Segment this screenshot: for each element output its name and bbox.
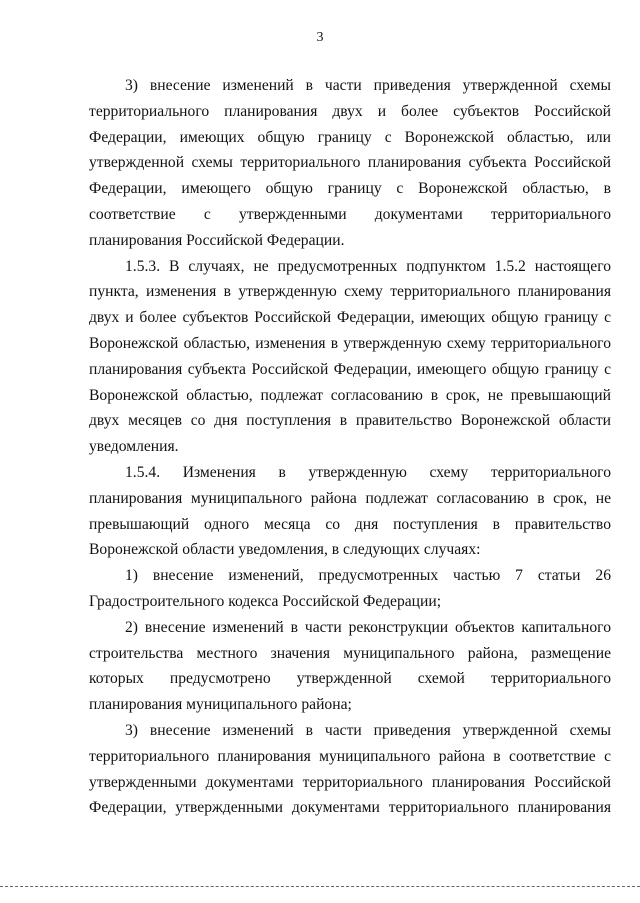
paragraph-1-5-4: 1.5.4. Изменения в утвержденную схему территориального планирования муниципального района подлежат согласованию в срок, не превышающий одного месяца со дня поступления в правительство Воронежской области уведомления, в следующих случаях: xyxy=(89,463,611,559)
paragraph-subitem-1: 1) внесение изменений, предусмотренных частью 7 статьи 26 Градостроительного кодекса Российской Федерации; xyxy=(89,567,611,610)
paragraph-1-5-3: 1.5.3. В случаях, не предусмотренных подпунктом 1.5.2 настоящего пункта, изменения в утвержденную схему территориального планирования двух и более субъектов Российской Федерации, имеющих общую границу с Воронежской областью, изменения в утвержденную схему территориального планирования субъекта Российской Федерации, имеющего общую границу с Воронежской областью, подлежат согласованию в срок, не превышающий двух месяцев со дня поступления в правительство Воронежской области уведомления. xyxy=(89,257,611,456)
paragraph-subitem-2: 2) внесение изменений в части реконструкции объектов капитального строительства местного значения муниципального района, размещение которых предусмотрено утвержденной схемой территориального планирования муниципального района; xyxy=(89,618,611,714)
page-bottom-edge xyxy=(0,886,640,888)
paragraph-subitem-3-harmonization: 3) внесение изменений в части приведения утвержденной схемы территориального планирования двух и более субъектов Российской Федерации, имеющих общую границу с Воронежской областью, или утвержденной схемы территориального планирования субъекта Российской Федерации, имеющего общую границу с Воронежской областью, в соответствие с утвержденными документами территориального планирования Российской Федерации. xyxy=(89,77,611,249)
paragraph-subitem-3-continued: 3) внесение изменений в части приведения утвержденной схемы территориального планирования муниципального района в соответствие с утвержденными документами территориального планирования Российской Федерации, утвержденными документами территориального планирования xyxy=(89,721,611,817)
page-number: 3 xyxy=(316,30,324,45)
document-body xyxy=(89,73,611,821)
